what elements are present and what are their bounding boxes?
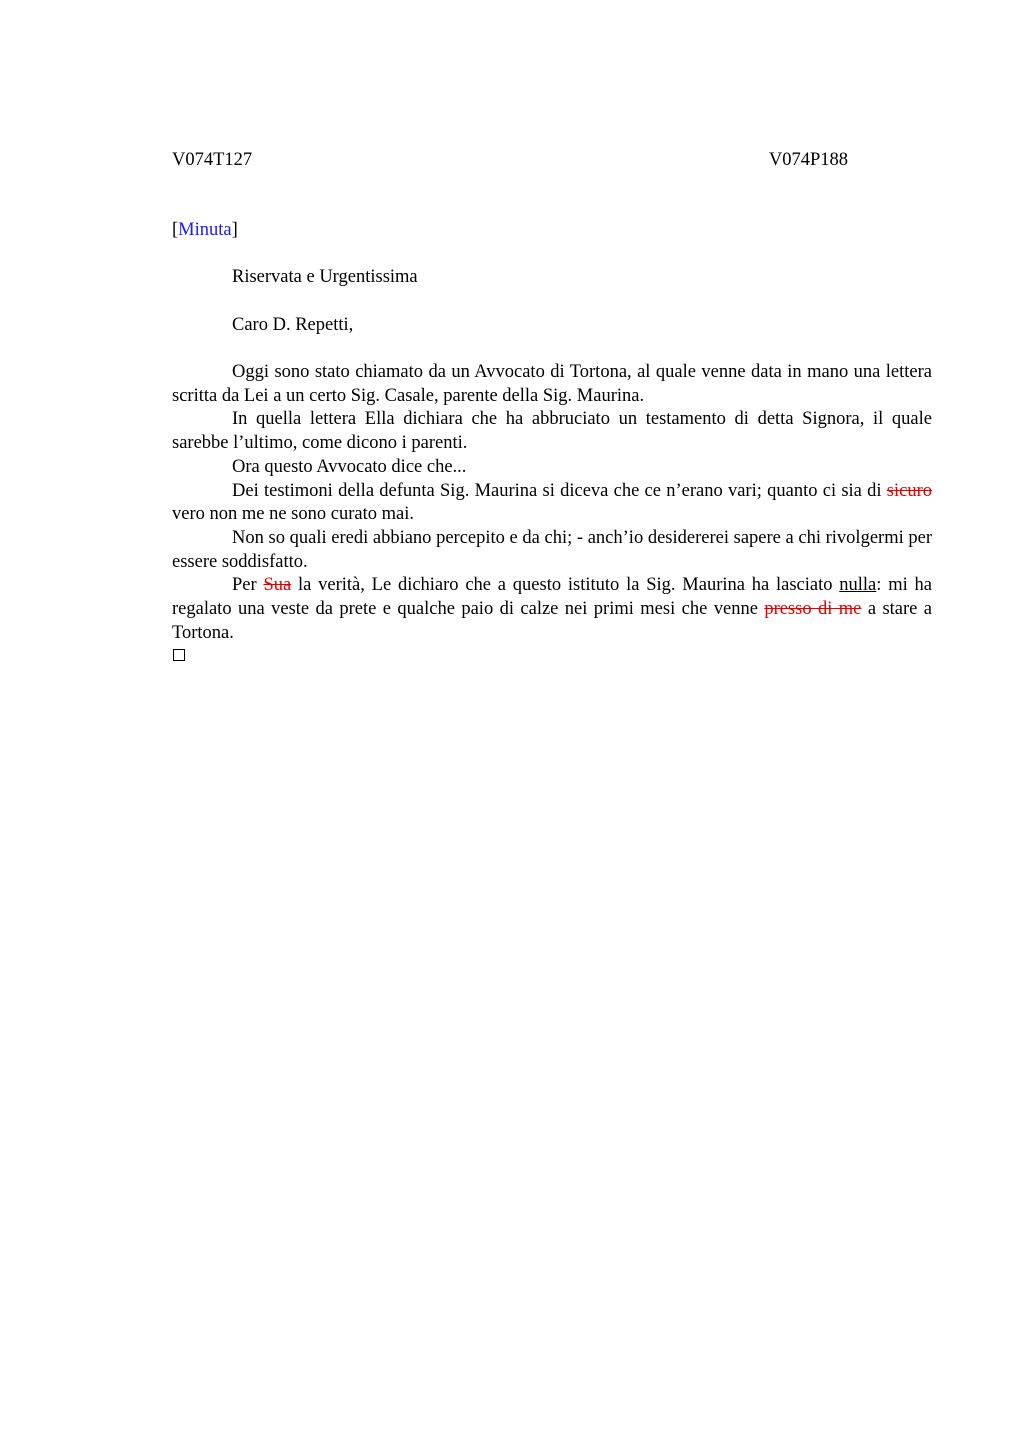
deleted-phrase-presso-di-me: presso di me [764,599,862,620]
paragraph-2: In quella lettera Ella dichiara che ha abbruciato un testamento di detta Signora, il quale sarebbe l’ultimo, come dicono i parenti. [172,409,932,454]
draft-label-close-bracket: ] [231,220,238,240]
paragraph-6-text-a: Per [232,575,264,596]
document-page [172,0,932,1450]
paragraph-5: Non so quali eredi abbiano percepito e da chi; - anch’io desidererei sapere a chi rivolgermi per essere soddisfatto. [172,527,932,572]
document-header [172,148,848,172]
end-box-icon [173,649,185,661]
paragraph-4-text-a: Dei testimoni della defunta Sig. Maurina si diceva che ce n’erano vari; quanto ci sia di [232,480,887,501]
header-left-code: V074T127 [172,150,253,170]
deleted-word-sicuro: sicuro [886,480,932,501]
paragraph-6-text-d: a stare a Tortona. [172,599,932,643]
draft-label-open-bracket: [ [172,220,179,240]
paragraph-1: Oggi sono stato chiamato da un Avvocato di Tortona, al quale venne data in mano una lettera scritta da Lei a un certo Sig. Casale, parente della Sig. Maurina. [172,362,932,406]
draft-label-word: Minuta [178,220,232,240]
header-right-code: V074P188 [768,150,848,170]
paragraph-6-text-b: la verità, Le dichiaro che a questo istituto la Sig. Maurina ha lasciato [291,575,840,596]
underlined-word-nulla: nulla [839,575,877,596]
paragraph-4 [172,480,932,527]
letter-body [172,361,932,645]
paragraph-6 [172,574,932,645]
draft-label [172,218,238,242]
paragraph-4-text-b: vero non me ne sono curato mai. [172,504,414,525]
paragraph-6-text-c: : mi ha regalato una veste da prete e qualche paio di calze nei primi mesi che venne [172,575,932,620]
deleted-word-sua: Sua [263,575,292,596]
paragraph-3: Ora questo Avvocato dice che... [232,456,467,477]
letter-salutation: Caro D. Repetti, [232,315,354,335]
letter-subject: Riservata e Urgentissima [232,267,418,287]
